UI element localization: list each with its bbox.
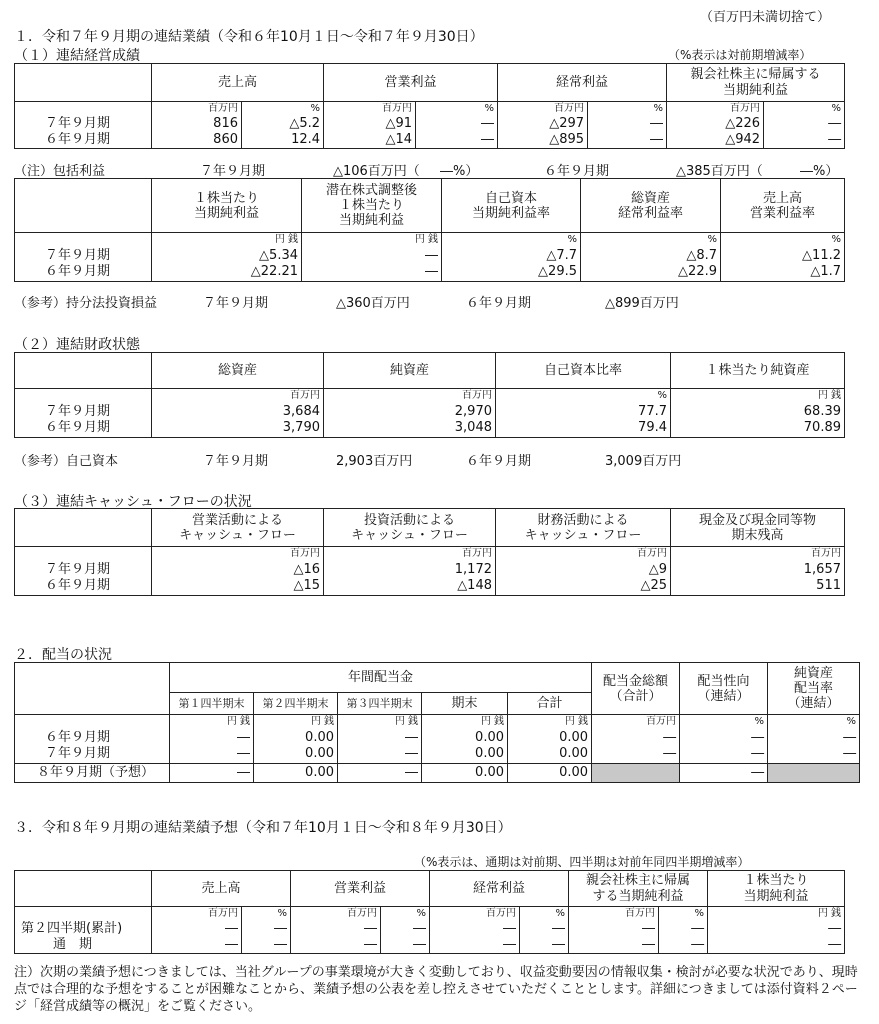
unit: 円 銭 — [422, 715, 508, 730]
table-cell: ― — [338, 729, 422, 746]
table-cell: 0.00 — [422, 763, 508, 782]
table-cell: 0.00 — [254, 746, 338, 763]
own-capital-period-2: ６年９月期 — [466, 454, 532, 469]
table-row — [15, 729, 860, 746]
table-cell: 0.00 — [508, 763, 592, 782]
own-capital-value-2: 3,009百万円 — [605, 454, 682, 469]
unit: % — [764, 102, 845, 117]
unit: 円 銭 — [254, 715, 338, 730]
table-row — [15, 403, 845, 420]
table-cell: ― — [416, 116, 498, 132]
table-cell: ― — [520, 937, 569, 953]
table-row — [15, 937, 845, 953]
table-cell: ― — [302, 247, 442, 264]
table-cell: 77.7 — [496, 403, 671, 420]
unit: % — [520, 907, 569, 922]
unit: % — [381, 907, 430, 922]
table-cell: △25 — [496, 578, 671, 595]
unit: % — [768, 715, 860, 730]
table-cell: ― — [152, 937, 242, 953]
col-operating-margin: 売上高 営業利益率 — [721, 179, 845, 233]
table-cell: ― — [588, 116, 667, 132]
pct-change-note: （%表示は対前期増減率） — [668, 48, 812, 62]
unit: 百万円 — [498, 102, 588, 117]
unit: 百万円 — [324, 389, 496, 404]
table-cell-shaded — [592, 763, 680, 782]
unit: 百万円 — [152, 907, 242, 922]
table-cell: △5.2 — [242, 116, 324, 132]
col-eps: １株当たり 当期純利益 — [152, 179, 302, 233]
table-cell: △22.9 — [581, 264, 721, 281]
row-label: 通 期 — [15, 937, 152, 953]
table-cell: ― — [708, 937, 845, 953]
col-ordinary-profit: 経常利益 — [498, 64, 667, 102]
unit: 百万円 — [324, 547, 496, 562]
table-cell: 0.00 — [508, 729, 592, 746]
per-share-table — [14, 178, 845, 282]
unit: 円 銭 — [338, 715, 422, 730]
unit: 百万円 — [592, 715, 680, 730]
table-cell: ― — [659, 937, 708, 953]
unit: 円 銭 — [302, 233, 442, 248]
col-net-income: 親会社株主に帰属 する当期純利益 — [569, 871, 708, 907]
unit: % — [588, 102, 667, 117]
table-cell: ― — [242, 937, 291, 953]
table-cell: 3,684 — [152, 403, 324, 420]
forecast-footnote: 注）次期の業績予想につきましては、当社グループの事業環境が大きく変動しており、収益変動要因の情報収集・検討が必要な状況であり、現時点では合理的な予想をすることが困難なことから、業績予想の公表を差し控えさせていただくこととします。詳細につきましては添付資料２ページ「経営成績等の概況」をご覧ください。 — [14, 965, 858, 1014]
own-capital-period-1: ７年９月期 — [203, 454, 269, 469]
unit: % — [442, 233, 581, 248]
table-cell: ― — [592, 729, 680, 746]
row-label: ６年９月期 — [15, 420, 152, 437]
unit: 円 銭 — [170, 715, 254, 730]
table-cell: △14 — [324, 132, 416, 148]
table-cell: 2,970 — [324, 403, 496, 420]
table-cell: ― — [680, 763, 768, 782]
financial-position-heading: （２）連結財政状態 — [14, 337, 140, 353]
col-investing-cf: 投資活動による キャッシュ・フロー — [324, 509, 496, 547]
col-net-income: 親会社株主に帰属する 当期純利益 — [667, 64, 845, 102]
unit: 百万円 — [496, 547, 671, 562]
col-total-assets: 総資産 — [152, 353, 324, 389]
row-label: ８年９月期（予想） — [15, 763, 170, 782]
table-cell: ― — [338, 746, 422, 763]
table-cell: ― — [768, 729, 860, 746]
table-cell: △942 — [667, 132, 764, 148]
table-cell: △148 — [324, 578, 496, 595]
table-cell: 79.4 — [496, 420, 671, 437]
table-cell: ― — [680, 729, 768, 746]
unit: 百万円 — [671, 547, 845, 562]
col-roe: 自己資本 当期純利益率 — [442, 179, 581, 233]
row-label: ７年９月期 — [15, 746, 170, 763]
table-cell: ― — [291, 921, 381, 937]
col-operating-profit: 営業利益 — [291, 871, 430, 907]
operating-results-heading: （１）連結経営成績 — [14, 48, 140, 64]
table-cell: ― — [520, 921, 569, 937]
table-cell: 3,790 — [152, 420, 324, 437]
table-cell: ― — [242, 921, 291, 937]
table-row — [15, 132, 845, 148]
table-cell: 860 — [152, 132, 242, 148]
table-cell: ― — [659, 921, 708, 937]
comprehensive-income-value-2: △385百万円（ — [676, 164, 763, 179]
unit: 百万円 — [152, 102, 242, 117]
comprehensive-income-label: （注）包括利益 — [14, 164, 106, 179]
table-cell: △29.5 — [442, 264, 581, 281]
table-cell: ― — [708, 921, 845, 937]
table-cell: ― — [680, 746, 768, 763]
table-row — [15, 763, 860, 782]
table-cell: △11.2 — [721, 247, 845, 264]
table-cell: △22.21 — [152, 264, 302, 281]
table-cell: ― — [416, 132, 498, 148]
table-cell: △226 — [667, 116, 764, 132]
table-cell: △8.7 — [581, 247, 721, 264]
row-label: ７年９月期 — [15, 403, 152, 420]
col-cash-end: 現金及び現金同等物 期末残高 — [671, 509, 845, 547]
col-diluted-eps: 潜在株式調整後 １株当たり 当期純利益 — [302, 179, 442, 233]
unit: % — [242, 102, 324, 117]
unit: 円 銭 — [152, 233, 302, 248]
table-cell: ― — [381, 921, 430, 937]
own-capital-value-1: 2,903百万円 — [336, 454, 413, 469]
col-sales: 売上高 — [152, 871, 291, 907]
cash-flow-heading: （３）連結キャッシュ・フローの状況 — [14, 494, 252, 510]
financial-position-table — [14, 352, 845, 438]
table-cell-shaded — [768, 763, 860, 782]
table-cell: ― — [291, 937, 381, 953]
unit: % — [242, 907, 291, 922]
col-roa: 総資産 経常利益率 — [581, 179, 721, 233]
table-cell: ― — [569, 921, 659, 937]
table-cell: △895 — [498, 132, 588, 148]
equity-method-label: （参考）持分法投資損益 — [14, 296, 158, 311]
table-cell: 0.00 — [422, 729, 508, 746]
table-cell: △9 — [496, 561, 671, 578]
col-net-assets: 純資産 — [324, 353, 496, 389]
col-bps: １株当たり純資産 — [671, 353, 845, 389]
table-cell: 0.00 — [254, 729, 338, 746]
table-row — [15, 420, 845, 437]
table-row — [15, 561, 845, 578]
unit: 百万円 — [569, 907, 659, 922]
table-cell: ― — [170, 763, 254, 782]
forecast-pct-note: （%表示は、通期は対前期、四半期は対前年同四半期増減率） — [414, 855, 750, 869]
table-row — [15, 116, 845, 132]
col-financing-cf: 財務活動による キャッシュ・フロー — [496, 509, 671, 547]
unit: 百万円 — [667, 102, 764, 117]
table-row — [15, 746, 860, 763]
unit: % — [581, 233, 721, 248]
comprehensive-income-pct-1: ―%） — [440, 164, 479, 179]
col-payout-ratio: 配当性向 （連結） — [680, 663, 768, 715]
operating-results-table — [14, 63, 845, 149]
row-label: ６年９月期 — [15, 729, 170, 746]
table-cell: ― — [381, 937, 430, 953]
section-1-title: １．令和７年９月期の連結業績（令和６年10月１日～令和７年９月30日） — [14, 29, 484, 45]
row-label: ７年９月期 — [15, 116, 152, 132]
table-cell: △297 — [498, 116, 588, 132]
row-label: ７年９月期 — [15, 561, 152, 578]
table-cell: ― — [170, 729, 254, 746]
table-cell: 1,172 — [324, 561, 496, 578]
unit: % — [416, 102, 498, 117]
table-cell: ― — [430, 937, 520, 953]
forecast-table — [14, 870, 845, 954]
equity-method-value-1: △360百万円 — [336, 296, 410, 311]
row-label: ７年９月期 — [15, 247, 152, 264]
table-row — [15, 247, 845, 264]
col-annual-dividends: 年間配当金 — [170, 663, 592, 693]
table-cell: ― — [170, 746, 254, 763]
col-doe: 純資産 配当率 （連結） — [768, 663, 860, 715]
table-cell: △15 — [152, 578, 324, 595]
table-cell: ― — [302, 264, 442, 281]
row-label: ６年９月期 — [15, 578, 152, 595]
row-label: ６年９月期 — [15, 132, 152, 148]
table-cell: △1.7 — [721, 264, 845, 281]
dividends-table — [14, 662, 860, 783]
col-eps: １株当たり 当期純利益 — [708, 871, 845, 907]
col-total: 合計 — [508, 693, 592, 715]
table-cell: 68.39 — [671, 403, 845, 420]
table-cell: △7.7 — [442, 247, 581, 264]
col-total-dividends: 配当金総額 （合計） — [592, 663, 680, 715]
col-operating-cf: 営業活動による キャッシュ・フロー — [152, 509, 324, 547]
unit: % — [680, 715, 768, 730]
section-3-title: ３．令和８年９月期の連結業績予想（令和７年10月１日～令和８年９月30日） — [14, 820, 512, 836]
col-q2: 第２四半期末 — [254, 693, 338, 715]
unit: 百万円 — [430, 907, 520, 922]
col-q3: 第３四半期末 — [338, 693, 422, 715]
col-q1: 第１四半期末 — [170, 693, 254, 715]
table-cell: 0.00 — [254, 763, 338, 782]
unit: 円 銭 — [508, 715, 592, 730]
table-row — [15, 264, 845, 281]
table-cell: △91 — [324, 116, 416, 132]
section-2-title: ２．配当の状況 — [14, 647, 112, 663]
col-year-end: 期末 — [422, 693, 508, 715]
unit: 円 銭 — [708, 907, 845, 922]
table-cell: ― — [592, 746, 680, 763]
comprehensive-income-value-1: △106百万円（ — [333, 164, 420, 179]
table-cell: 12.4 — [242, 132, 324, 148]
table-cell: ― — [569, 937, 659, 953]
table-cell: 0.00 — [422, 746, 508, 763]
unit: 円 銭 — [671, 389, 845, 404]
cash-flow-table — [14, 508, 845, 596]
table-cell: 816 — [152, 116, 242, 132]
table-cell: 3,048 — [324, 420, 496, 437]
unit: % — [659, 907, 708, 922]
unit: % — [721, 233, 845, 248]
table-row — [15, 578, 845, 595]
table-cell: ― — [768, 746, 860, 763]
col-ordinary-profit: 経常利益 — [430, 871, 569, 907]
table-cell: 70.89 — [671, 420, 845, 437]
row-label: 第２四半期(累計) — [15, 921, 152, 937]
table-cell: ― — [764, 132, 845, 148]
own-capital-label: （参考）自己資本 — [14, 454, 119, 469]
table-cell: △5.34 — [152, 247, 302, 264]
equity-method-period-1: ７年９月期 — [203, 296, 269, 311]
comprehensive-income-period-1: ７年９月期 — [200, 164, 266, 179]
row-label: ６年９月期 — [15, 264, 152, 281]
table-cell: ― — [430, 921, 520, 937]
equity-method-value-2: △899百万円 — [605, 296, 679, 311]
comprehensive-income-period-2: ６年９月期 — [544, 164, 610, 179]
table-cell: 0.00 — [508, 746, 592, 763]
col-equity-ratio: 自己資本比率 — [496, 353, 671, 389]
unit: 百万円 — [152, 389, 324, 404]
table-cell: △16 — [152, 561, 324, 578]
table-cell: ― — [338, 763, 422, 782]
unit: 百万円 — [324, 102, 416, 117]
table-cell: ― — [588, 132, 667, 148]
col-sales: 売上高 — [152, 64, 324, 102]
table-cell: ― — [152, 921, 242, 937]
comprehensive-income-pct-2: ―%） — [800, 164, 839, 179]
table-cell: ― — [764, 116, 845, 132]
col-operating-profit: 営業利益 — [324, 64, 498, 102]
table-row — [15, 921, 845, 937]
unit: 百万円 — [291, 907, 381, 922]
equity-method-period-2: ６年９月期 — [466, 296, 532, 311]
table-cell: 1,657 — [671, 561, 845, 578]
rounding-note: （百万円未満切捨て） — [700, 10, 831, 25]
unit: % — [496, 389, 671, 404]
unit: 百万円 — [152, 547, 324, 562]
table-cell: 511 — [671, 578, 845, 595]
